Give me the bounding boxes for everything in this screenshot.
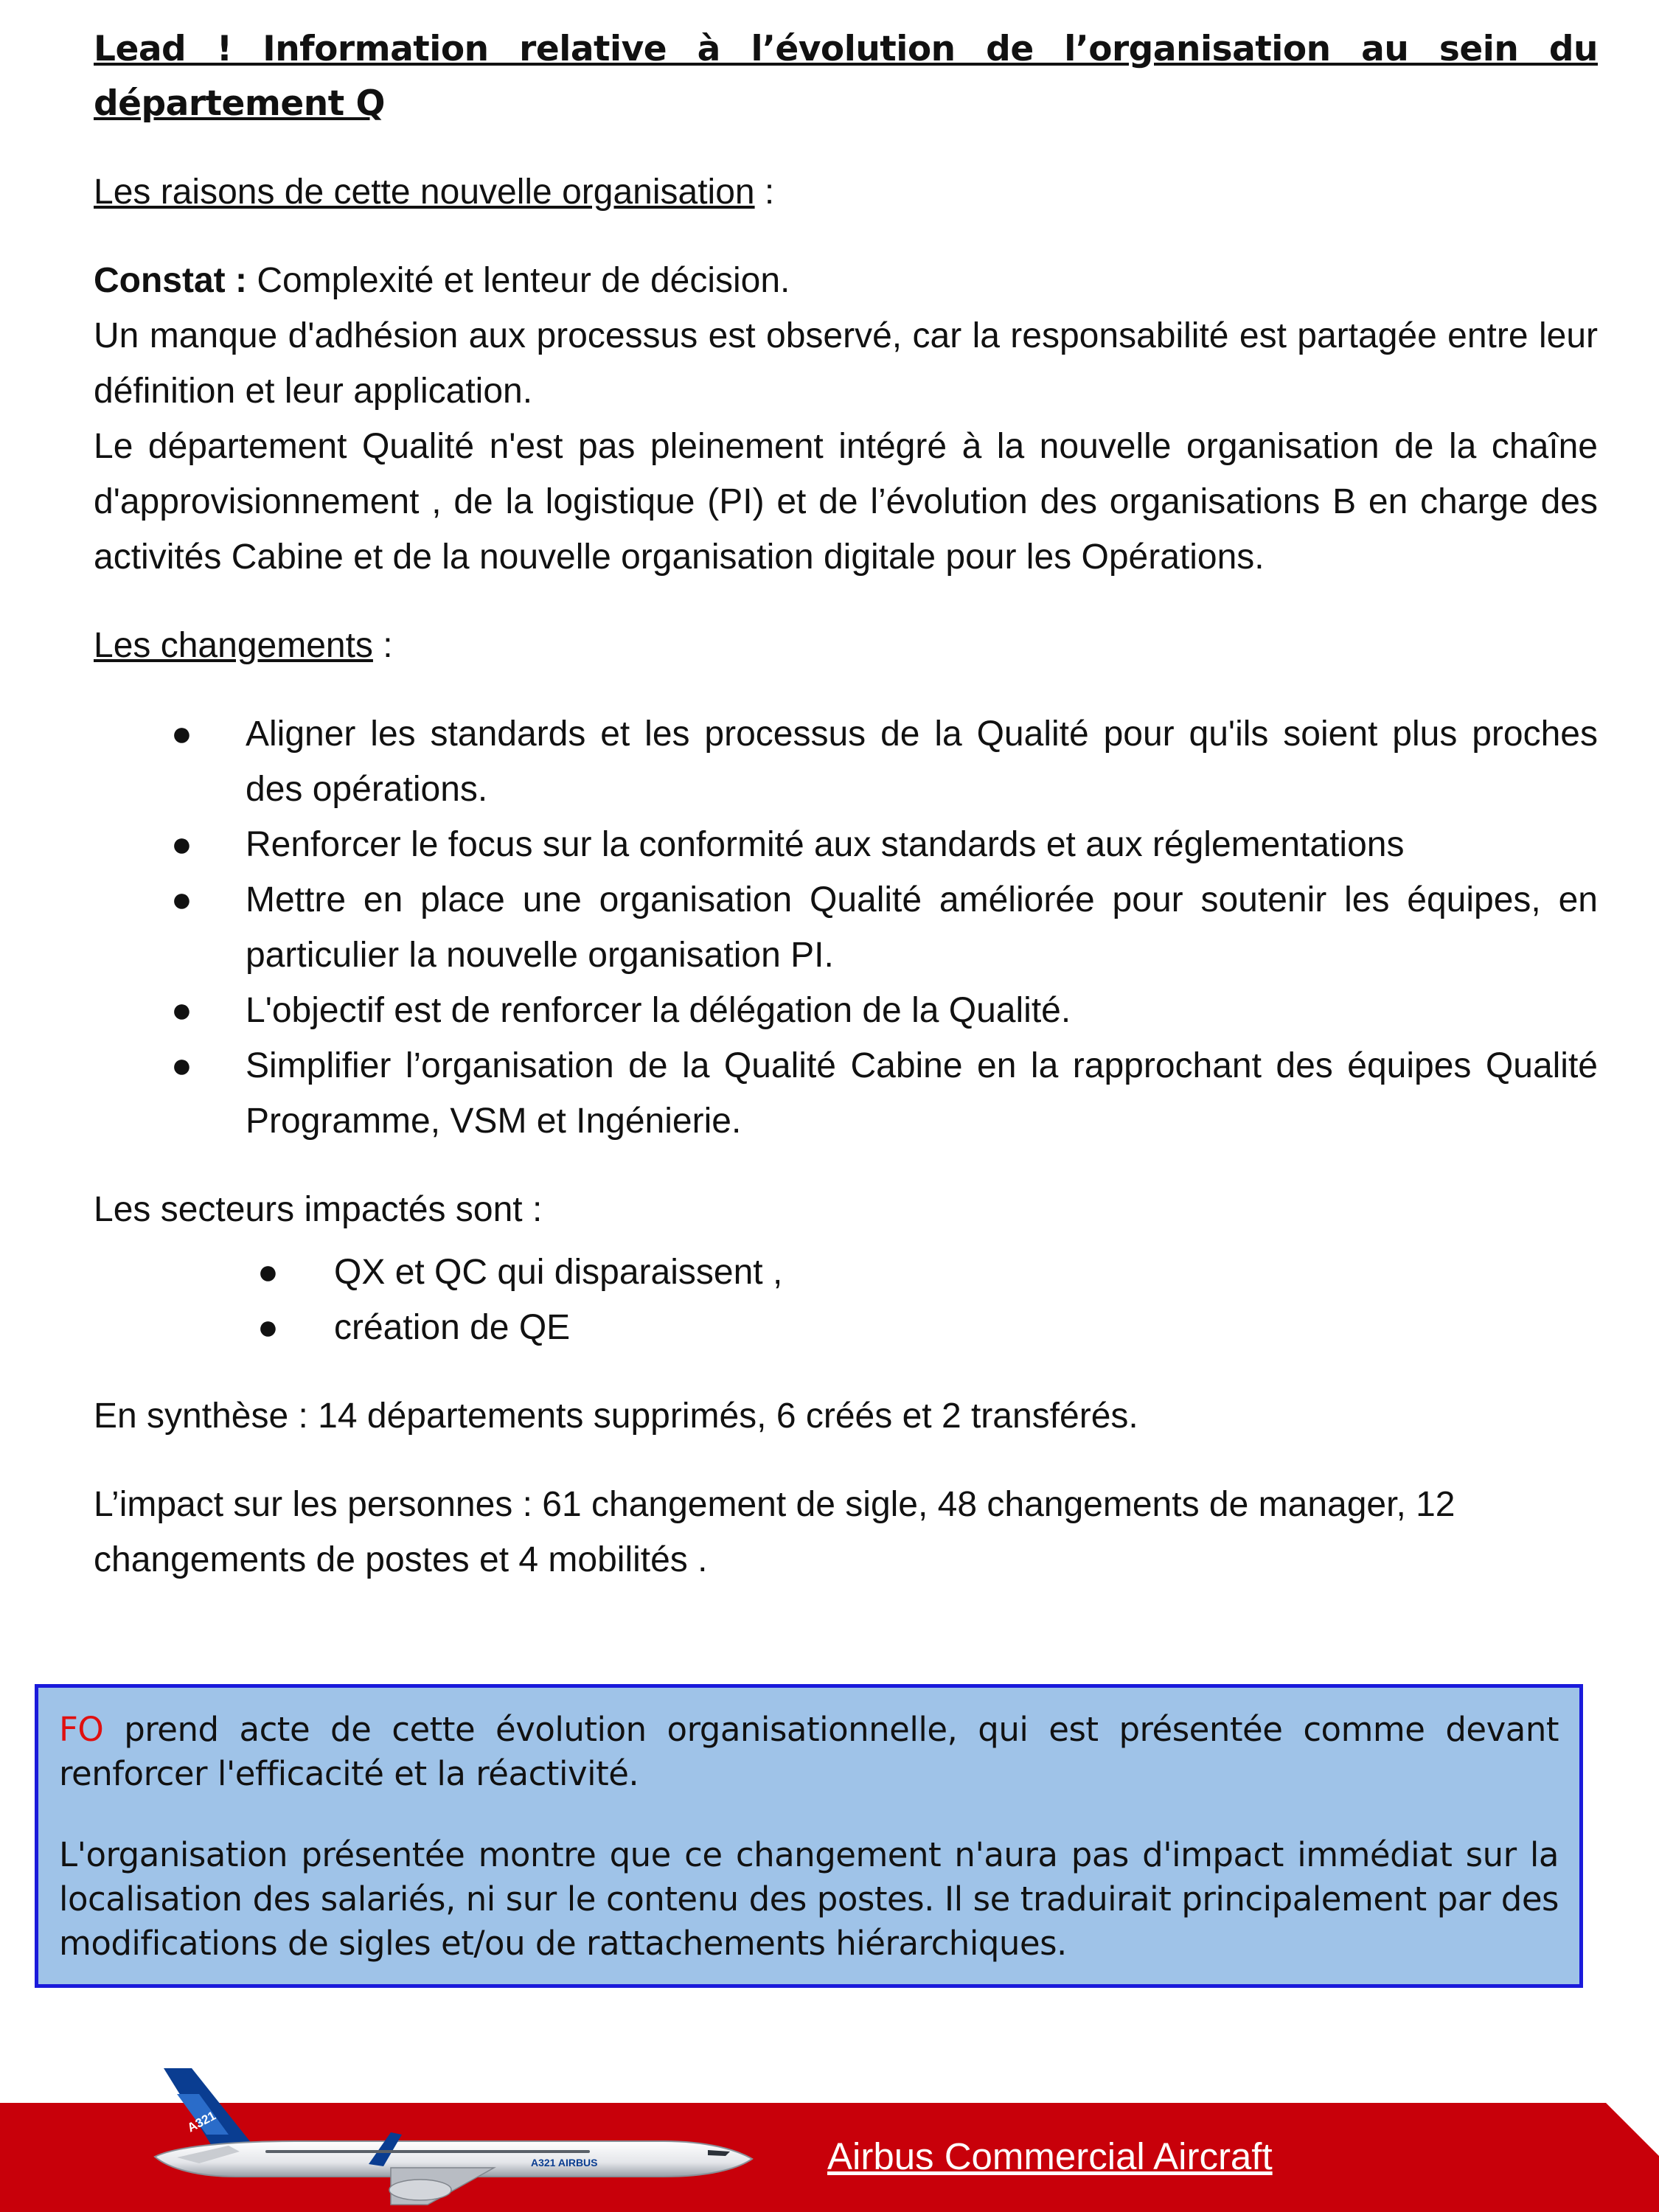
engine <box>389 2180 451 2200</box>
changes-heading-line <box>94 618 1598 673</box>
airbus-link[interactable]: Airbus Commercial Aircraft <box>827 2135 1273 2177</box>
fo-statement-box <box>35 1684 1583 1988</box>
cabin-windows <box>265 2150 590 2153</box>
list-item <box>94 872 1598 983</box>
fuselage-text: A321 AIRBUS <box>531 2157 598 2168</box>
list-item-text: L'objectif est de renforcer la délégation de la Qualité. <box>246 991 1071 1030</box>
bullet-icon: ● <box>171 825 192 864</box>
page-title: Lead ! Information relative à l’évolution de l’organisation au sein du département Q <box>94 29 1598 124</box>
bullet-icon: ● <box>171 714 192 754</box>
paragraph-gap <box>59 1796 1559 1833</box>
changes-heading: Les changements <box>94 626 373 665</box>
fo-paragraph-2: L'organisation présentée montre que ce changement n'aura pas d'impact immédiat sur la localisation des salariés, ni sur le contenu des postes. Il se traduirait principalement par des modifications de sigles et/ou de rattachements hiérarchiques. <box>59 1835 1559 1963</box>
bullet-icon: ● <box>257 1253 279 1292</box>
aircraft-image <box>147 2065 767 2212</box>
list-item <box>94 706 1598 817</box>
list-item-text: Aligner les standards et les processus de la Qualité pour qu'ils soient plus proches des opérations. <box>246 714 1598 809</box>
list-item <box>94 1245 1598 1300</box>
list-item-text: création de QE <box>334 1308 571 1347</box>
constat-label: Constat : <box>94 261 247 300</box>
synthesis-paragraph: En synthèse : 14 départements supprimés, 6 créés et 2 transférés. <box>94 1397 1138 1436</box>
fo-paragraph-1-text: prend acte de cette évolution organisationnelle, qui est présentée comme devant renforcer l'efficacité et la réactivité. <box>59 1710 1559 1793</box>
constat-line <box>94 253 1598 308</box>
list-item-text: QX et QC qui disparaissent , <box>334 1253 783 1292</box>
list-item-text: Mettre en place une organisation Qualité améliorée pour soutenir les équipes, en particulier la nouvelle organisation PI. <box>246 880 1598 975</box>
impact-paragraph: L’impact sur les personnes : 61 changement de sigle, 48 changements de manager, 12 changements de postes et 4 mobilités . <box>94 1485 1455 1579</box>
sectors-list <box>94 1245 1598 1355</box>
fo-paragraph-1 <box>59 1708 1559 1796</box>
changes-heading-suffix: : <box>372 626 393 665</box>
list-item <box>94 817 1598 872</box>
list-item <box>94 983 1598 1038</box>
changes-list <box>94 706 1598 1149</box>
reasons-paragraph-1: Un manque d'adhésion aux processus est observé, car la responsabilité est partagée entre leur définition et leur application. <box>94 316 1598 411</box>
bullet-icon: ● <box>171 991 192 1030</box>
bullet-icon: ● <box>171 1046 192 1085</box>
list-item-text: Renforcer le focus sur la conformité aux standards et aux réglementations <box>246 825 1405 864</box>
list-item-text: Simplifier l’organisation de la Qualité Cabine en la rapprochant des équipes Qualité Programme, VSM et Ingénierie. <box>246 1046 1598 1141</box>
reasons-heading-suffix: : <box>754 173 775 212</box>
tail-text: A321 <box>184 2108 218 2135</box>
bullet-icon: ● <box>171 880 192 919</box>
document-body <box>94 22 1598 1587</box>
reasons-block <box>94 253 1598 585</box>
reasons-heading-line <box>94 164 1598 220</box>
bullet-icon: ● <box>257 1308 279 1347</box>
sectors-heading: Les secteurs impactés sont : <box>94 1190 543 1229</box>
reasons-paragraph-2: Le département Qualité n'est pas pleinement intégré à la nouvelle organisation de la chaîne d'approvisionnement , de la logistique (PI) et de l’évolution des organisations B en charge des activités Cabine et de la nouvelle organisation digitale pour les Opérations. <box>94 427 1598 577</box>
reasons-heading: Les raisons de cette nouvelle organisation <box>94 173 755 212</box>
list-item <box>94 1038 1598 1149</box>
fo-tag: FO <box>59 1710 104 1749</box>
constat-text: Complexité et lenteur de décision. <box>246 261 790 300</box>
list-item <box>94 1300 1598 1355</box>
